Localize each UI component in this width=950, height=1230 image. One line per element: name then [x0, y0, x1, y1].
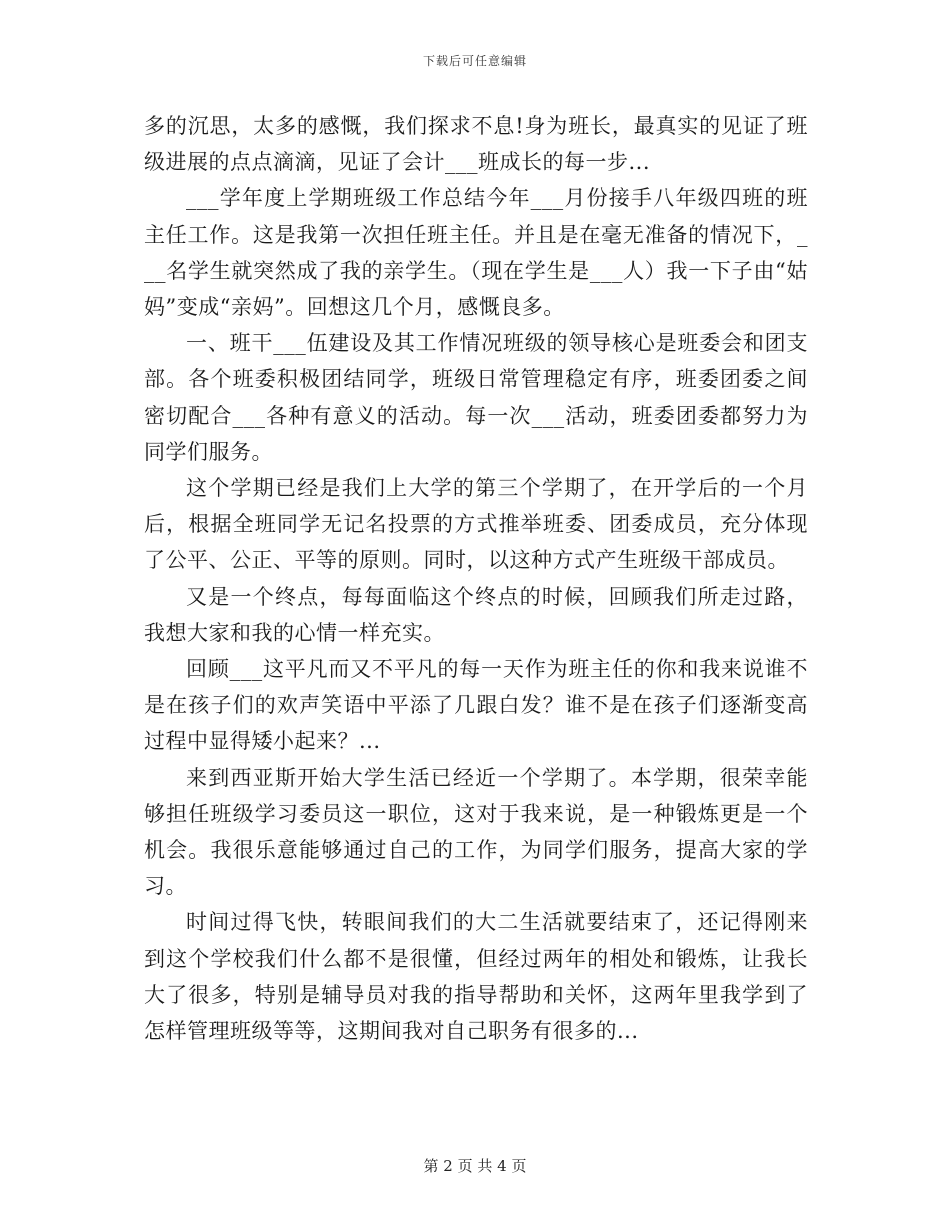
document-body — [144, 108, 808, 1049]
paragraph-7: 来到西亚斯开始大学生活已经近一个学期了。本学期，很荣幸能够担任班级学习委员这一职位，这对于我来说，是一种锻炼更是一个机会。我很乐意能够通过自己的工作，为同学们服务，提高大家的学习。 — [144, 765, 808, 899]
page-header-note: 下载后可任意编辑 — [422, 54, 527, 68]
paragraph-4: 这个学期已经是我们上大学的第三个学期了，在开学后的一个月后，根据全班同学无记名投票的方式推举班委、团委成员，充分体现了公平、公正、平等的原则。同时，以这种方式产生班级干部成员。 — [144, 476, 808, 573]
page-number: 第 2 页 共 4 页 — [423, 1157, 527, 1175]
paragraph-6: 回顾___这平凡而又不平凡的每一天作为班主任的你和我来说谁不是在孩子们的欢声笑语中平添了几跟白发？谁不是在孩子们逐渐变高过程中显得矮小起来？... — [144, 657, 808, 754]
paragraph-5: 又是一个终点，每每面临这个终点的时候，回顾我们所走过路，我想大家和我的心情一样充实。 — [144, 584, 808, 645]
paragraph-1: 多的沉思，太多的感慨，我们探求不息!身为班长，最真实的见证了班级进展的点点滴滴，见证了会计___班成长的每一步... — [144, 114, 808, 175]
paragraph-3: 一、班干___伍建设及其工作情况班级的领导核心是班委会和团支部。各个班委积极团结同学，班级日常管理稳定有序，班委团委之间密切配合___各种有意义的活动。每一次___活动，班委团委都努力为同学们服务。 — [144, 331, 808, 464]
paragraph-2: ___学年度上学期班级工作总结今年___月份接手八年级四班的班主任工作。这是我第一次担任班主任。并且是在毫无准备的情况下，___名学生就突然成了我的亲学生。（现在学生是___人）我一下子由“姑妈”变成“亲妈”。回想这几个月，感慨良多。 — [144, 186, 808, 320]
paragraph-8: 时间过得飞快，转眼间我们的大二生活就要结束了，还记得刚来到这个学校我们什么都不是很懂，但经过两年的相处和锻炼，让我长大了很多，特别是辅导员对我的指导帮助和关怀，这两年里我学到了怎样管理班级等等，这期间我对自己职务有很多的... — [144, 910, 808, 1044]
